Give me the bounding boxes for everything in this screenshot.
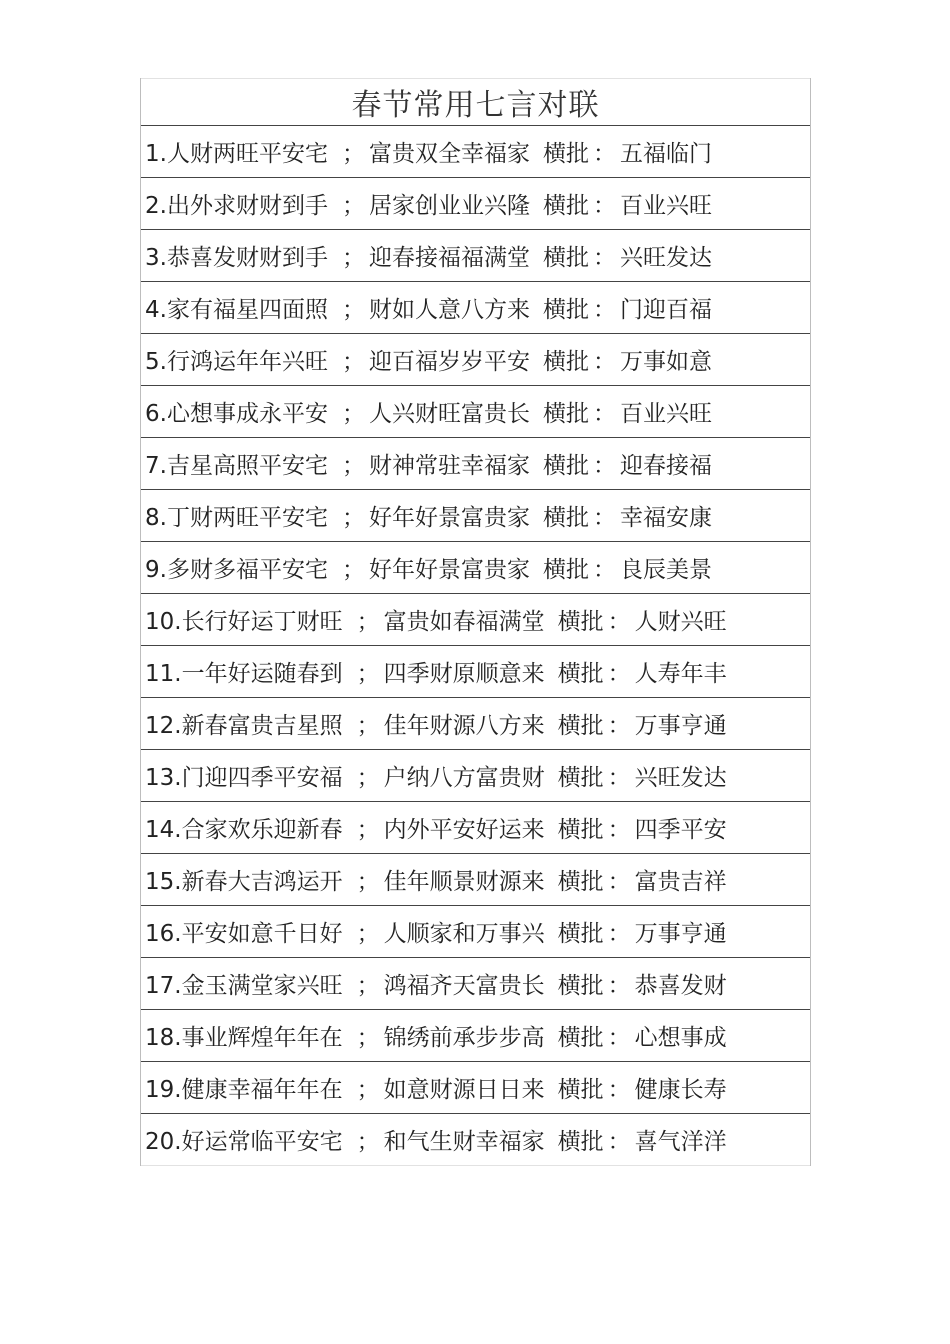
horizontal-scroll: 迎春接福 [619, 453, 712, 479]
separator: ； [356, 973, 380, 999]
colon: ： [592, 505, 616, 531]
horizontal-scroll: 健康长寿 [634, 1077, 727, 1103]
horizontal-scroll: 兴旺发达 [619, 245, 712, 271]
horizontal-scroll: 恭喜发财 [634, 973, 727, 999]
upper-line: 5.行鸿运年年兴旺 [145, 349, 328, 375]
horizontal-scroll: 兴旺发达 [634, 765, 727, 791]
upper-line: 1.人财两旺平安宅 [145, 141, 328, 167]
couplet-row [141, 698, 810, 750]
horizontal-label: 横批 [542, 141, 589, 167]
horizontal-label: 横批 [557, 713, 604, 739]
lower-line: 户纳八方富贵财 [383, 765, 545, 791]
couplet-row [141, 958, 810, 1010]
couplet-row [141, 854, 810, 906]
horizontal-label: 横批 [557, 921, 604, 947]
couplet-row [141, 594, 810, 646]
separator: ； [356, 1025, 380, 1051]
horizontal-scroll: 富贵吉祥 [634, 869, 727, 895]
horizontal-scroll: 四季平安 [634, 817, 727, 843]
horizontal-scroll: 百业兴旺 [619, 401, 712, 427]
lower-line: 财神常驻幸福家 [368, 453, 530, 479]
horizontal-scroll: 幸福安康 [619, 505, 712, 531]
horizontal-label: 横批 [557, 973, 604, 999]
horizontal-label: 横批 [557, 869, 604, 895]
horizontal-label: 横批 [557, 661, 604, 687]
couplet-row [141, 230, 810, 282]
lower-line: 好年好景富贵家 [368, 557, 530, 583]
couplet-row [141, 282, 810, 334]
colon: ： [607, 1077, 631, 1103]
colon: ： [592, 453, 616, 479]
separator: ； [341, 297, 365, 323]
horizontal-label: 横批 [557, 817, 604, 843]
upper-line: 14.合家欢乐迎新春 [145, 817, 343, 843]
upper-line: 8.丁财两旺平安宅 [145, 505, 328, 531]
couplet-row [141, 1010, 810, 1062]
lower-line: 人顺家和万事兴 [383, 921, 545, 947]
separator: ； [356, 817, 380, 843]
upper-line: 6.心想事成永平安 [145, 401, 328, 427]
couplet-list [141, 126, 810, 1166]
horizontal-scroll: 人寿年丰 [634, 661, 727, 687]
lower-line: 四季财原顺意来 [383, 661, 545, 687]
upper-line: 20.好运常临平安宅 [145, 1129, 343, 1155]
upper-line: 10.长行好运丁财旺 [145, 609, 343, 635]
couplet-row [141, 178, 810, 230]
horizontal-scroll: 万事如意 [619, 349, 712, 375]
separator: ； [341, 193, 365, 219]
separator: ； [356, 713, 380, 739]
lower-line: 佳年顺景财源来 [383, 869, 545, 895]
couplet-table [140, 78, 811, 1166]
lower-line: 鸿福齐天富贵长 [383, 973, 545, 999]
lower-line: 居家创业业兴隆 [368, 193, 530, 219]
colon: ： [607, 973, 631, 999]
horizontal-label: 横批 [542, 401, 589, 427]
separator: ； [341, 245, 365, 271]
colon: ： [607, 1025, 631, 1051]
colon: ： [592, 193, 616, 219]
colon: ： [607, 609, 631, 635]
couplet-row [141, 334, 810, 386]
page-title: 春节常用七言对联 [141, 78, 810, 126]
horizontal-label: 横批 [557, 1025, 604, 1051]
lower-line: 迎百福岁岁平安 [368, 349, 530, 375]
colon: ： [607, 817, 631, 843]
couplet-row [141, 126, 810, 178]
horizontal-label: 横批 [557, 1077, 604, 1103]
separator: ； [341, 401, 365, 427]
horizontal-scroll: 百业兴旺 [619, 193, 712, 219]
couplet-row [141, 386, 810, 438]
separator: ； [341, 557, 365, 583]
couplet-row [141, 750, 810, 802]
lower-line: 富贵如春福满堂 [383, 609, 545, 635]
couplet-row [141, 1114, 810, 1166]
couplet-row [141, 490, 810, 542]
couplet-row [141, 438, 810, 490]
separator: ； [341, 349, 365, 375]
separator: ； [341, 453, 365, 479]
lower-line: 人兴财旺富贵长 [368, 401, 530, 427]
colon: ： [592, 245, 616, 271]
colon: ： [592, 349, 616, 375]
lower-line: 财如人意八方来 [368, 297, 530, 323]
couplet-row [141, 906, 810, 958]
lower-line: 好年好景富贵家 [368, 505, 530, 531]
colon: ： [592, 557, 616, 583]
upper-line: 16.平安如意千日好 [145, 921, 343, 947]
lower-line: 迎春接福福满堂 [368, 245, 530, 271]
lower-line: 佳年财源八方来 [383, 713, 545, 739]
horizontal-scroll: 五福临门 [619, 141, 712, 167]
horizontal-scroll: 喜气洋洋 [634, 1129, 727, 1155]
horizontal-label: 横批 [542, 453, 589, 479]
colon: ： [607, 921, 631, 947]
horizontal-scroll: 万事亨通 [634, 921, 727, 947]
upper-line: 11.一年好运随春到 [145, 661, 343, 687]
horizontal-scroll: 门迎百福 [619, 297, 712, 323]
horizontal-label: 横批 [542, 349, 589, 375]
upper-line: 17.金玉满堂家兴旺 [145, 973, 343, 999]
lower-line: 如意财源日日来 [383, 1077, 545, 1103]
couplet-row [141, 646, 810, 698]
upper-line: 12.新春富贵吉星照 [145, 713, 343, 739]
horizontal-label: 横批 [542, 193, 589, 219]
upper-line: 18.事业辉煌年年在 [145, 1025, 343, 1051]
separator: ； [356, 1077, 380, 1103]
horizontal-scroll: 人财兴旺 [634, 609, 727, 635]
horizontal-scroll: 良辰美景 [619, 557, 712, 583]
upper-line: 19.健康幸福年年在 [145, 1077, 343, 1103]
couplet-row [141, 802, 810, 854]
separator: ； [356, 921, 380, 947]
separator: ； [356, 661, 380, 687]
lower-line: 内外平安好运来 [383, 817, 545, 843]
colon: ： [592, 297, 616, 323]
horizontal-scroll: 心想事成 [634, 1025, 727, 1051]
upper-line: 9.多财多福平安宅 [145, 557, 328, 583]
separator: ； [356, 609, 380, 635]
colon: ： [607, 1129, 631, 1155]
couplet-row [141, 542, 810, 594]
upper-line: 7.吉星高照平安宅 [145, 453, 328, 479]
upper-line: 3.恭喜发财财到手 [145, 245, 328, 271]
lower-line: 富贵双全幸福家 [368, 141, 530, 167]
horizontal-label: 横批 [542, 505, 589, 531]
colon: ： [607, 869, 631, 895]
upper-line: 4.家有福星四面照 [145, 297, 328, 323]
lower-line: 和气生财幸福家 [383, 1129, 545, 1155]
horizontal-label: 横批 [557, 609, 604, 635]
colon: ： [592, 401, 616, 427]
separator: ； [341, 141, 365, 167]
separator: ； [356, 869, 380, 895]
horizontal-label: 横批 [542, 245, 589, 271]
upper-line: 15.新春大吉鸿运开 [145, 869, 343, 895]
horizontal-label: 横批 [557, 1129, 604, 1155]
horizontal-label: 横批 [557, 765, 604, 791]
couplet-row [141, 1062, 810, 1114]
colon: ： [592, 141, 616, 167]
horizontal-label: 横批 [542, 557, 589, 583]
colon: ： [607, 713, 631, 739]
horizontal-label: 横批 [542, 297, 589, 323]
separator: ； [356, 1129, 380, 1155]
colon: ： [607, 661, 631, 687]
lower-line: 锦绣前承步步高 [383, 1025, 545, 1051]
separator: ； [341, 505, 365, 531]
colon: ： [607, 765, 631, 791]
upper-line: 13.门迎四季平安福 [145, 765, 343, 791]
separator: ； [356, 765, 380, 791]
horizontal-scroll: 万事亨通 [634, 713, 727, 739]
upper-line: 2.出外求财财到手 [145, 193, 328, 219]
